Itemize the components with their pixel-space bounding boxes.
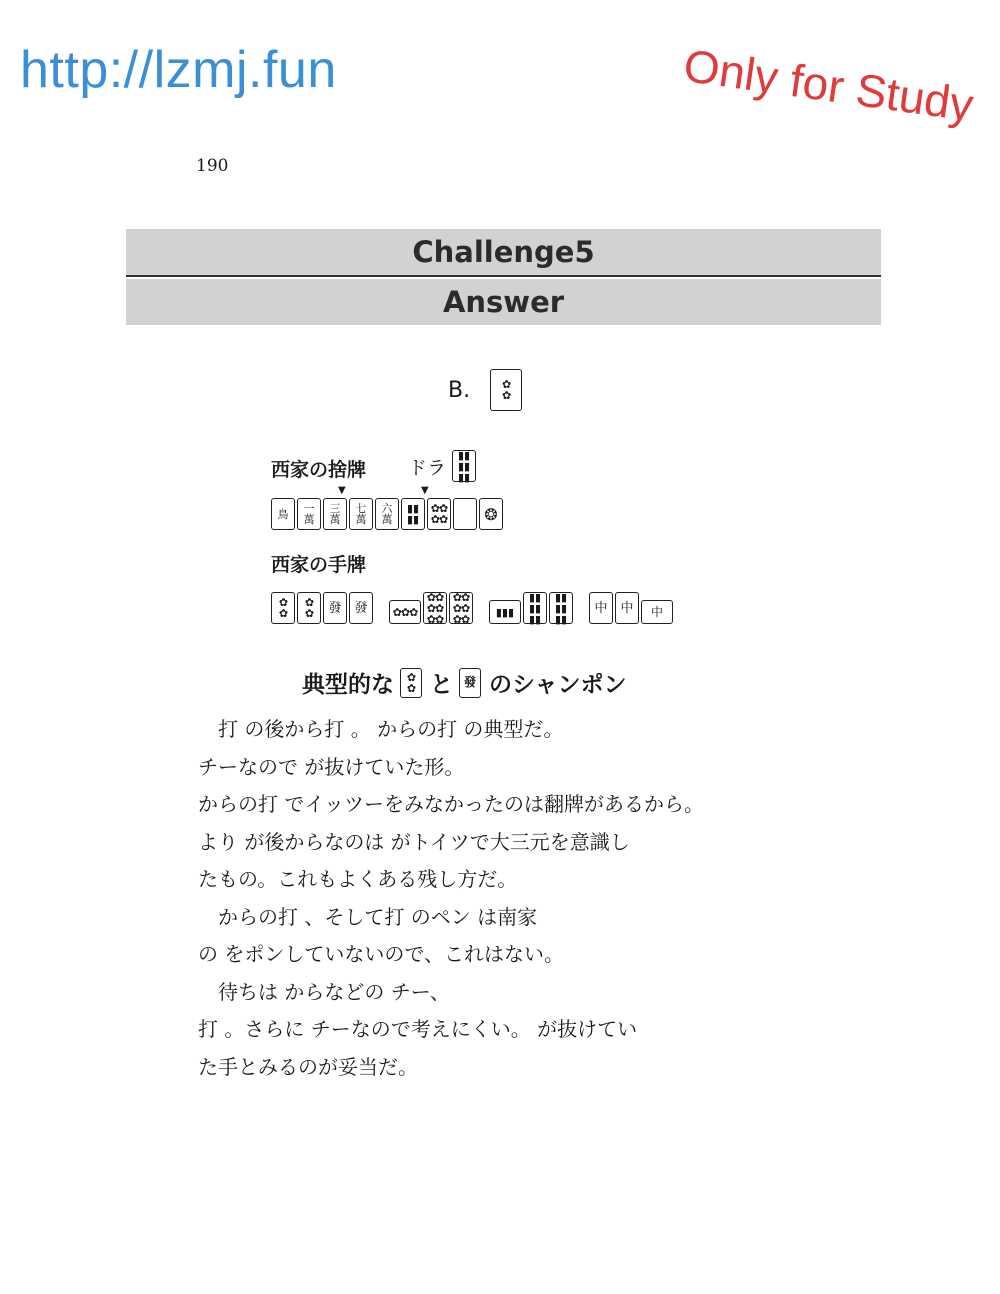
watermark-url: http://lzmj.fun [20,41,337,99]
pin-2-tile-icon: ✿ ✿ [297,592,321,624]
dora-label: ドラ [408,456,447,479]
page-title: Challenge5 [126,229,881,277]
green-dragon-tile-icon: 發 [349,592,373,624]
pin-1-tile-icon: ❂ [479,498,503,530]
sou-8-tile-icon: ▮▮ ▮▮ ▮▮ [549,592,573,624]
man-3-tile-icon: 三 萬 [323,498,347,530]
green-dragon-tile-icon: 發 [459,668,481,698]
sou-6-tile-icon: ▮▮▮ [489,600,521,624]
pin-4-tile-icon: ✿✿ ✿✿ [427,498,451,530]
dora-indicator [408,450,478,482]
watermark-note: Only for Study [680,38,977,132]
hand-row [271,592,675,624]
body-line: 打 。さらに チーなので考えにくい。 が抜けてい [198,1017,638,1041]
discard-label: 西家の捨牌 [271,459,367,481]
answer-label: B. [448,377,471,403]
hand-label: 西家の手牌 [271,554,367,576]
page-subtitle: Answer [126,279,881,325]
man-6-tile-icon: 六 萬 [375,498,399,530]
red-dragon-tile-icon: 中 [641,600,673,624]
heading-prefix: 典型的な [302,672,394,698]
answer-tile-icon: ✿ ✿ [490,369,522,411]
heading-mid: と [430,672,453,698]
body-line: からの打 、そして打 のペン は南家 [218,904,538,929]
man-7-tile-icon: 七 萬 [349,498,373,530]
man-1-tile-icon: 一 萬 [297,498,321,530]
heading-suffix: のシャンポン [489,672,627,698]
pin-7-tile-icon: ✿✿ ✿✿ ✿✿ [449,592,473,624]
body-line: た手とみるのが妥当だ。 [198,1054,418,1079]
body-line: 待ちは からなどの チー、 [218,979,450,1004]
dora-tile-icon: ▮▮ ▮▮ ▮▮ [452,450,476,482]
tedashi-marker-icon: ▼ [338,485,346,496]
body-line: 打 の後から打 。 からの打 の典型だ。 [218,717,564,741]
discard-row [271,498,505,530]
body-line: たもの。これもよくある残し方だ。 [198,867,518,891]
body-line: より が後からなのは がトイツで大三元を意識し [198,829,630,854]
body-line: チーなので が抜けていた形。 [198,754,465,779]
white-dragon-tile-icon [453,498,477,530]
sou-6-tile-icon: ▮▮ ▮▮ [401,498,425,530]
red-dragon-tile-icon: 中 [615,592,639,624]
red-dragon-tile-icon: 中 [589,592,613,624]
answer-row [448,369,524,411]
sou-7-tile-icon: ▮▮ ▮▮ ▮▮ [523,592,547,624]
pin-2-tile-icon: ✿ ✿ [271,592,295,624]
green-dragon-tile-icon: 發 [323,592,347,624]
pin-6-tile-icon: ✿✿ ✿✿ ✿✿ [423,592,447,624]
body-text [198,711,798,1086]
tedashi-marker-icon: ▼ [421,485,429,496]
sou-1-tile-icon: 鳥 [271,498,295,530]
body-line: からの打 でイッツーをみなかったのは翻牌があるから。 [198,792,704,816]
section-heading [302,666,627,699]
pin-5-tile-icon: ✿✿✿ [389,600,421,624]
body-line: の をポンしていないので、これはない。 [198,942,564,966]
page-number: 190 [196,156,229,176]
pin-2-tile-icon: ✿ ✿ [400,668,422,698]
